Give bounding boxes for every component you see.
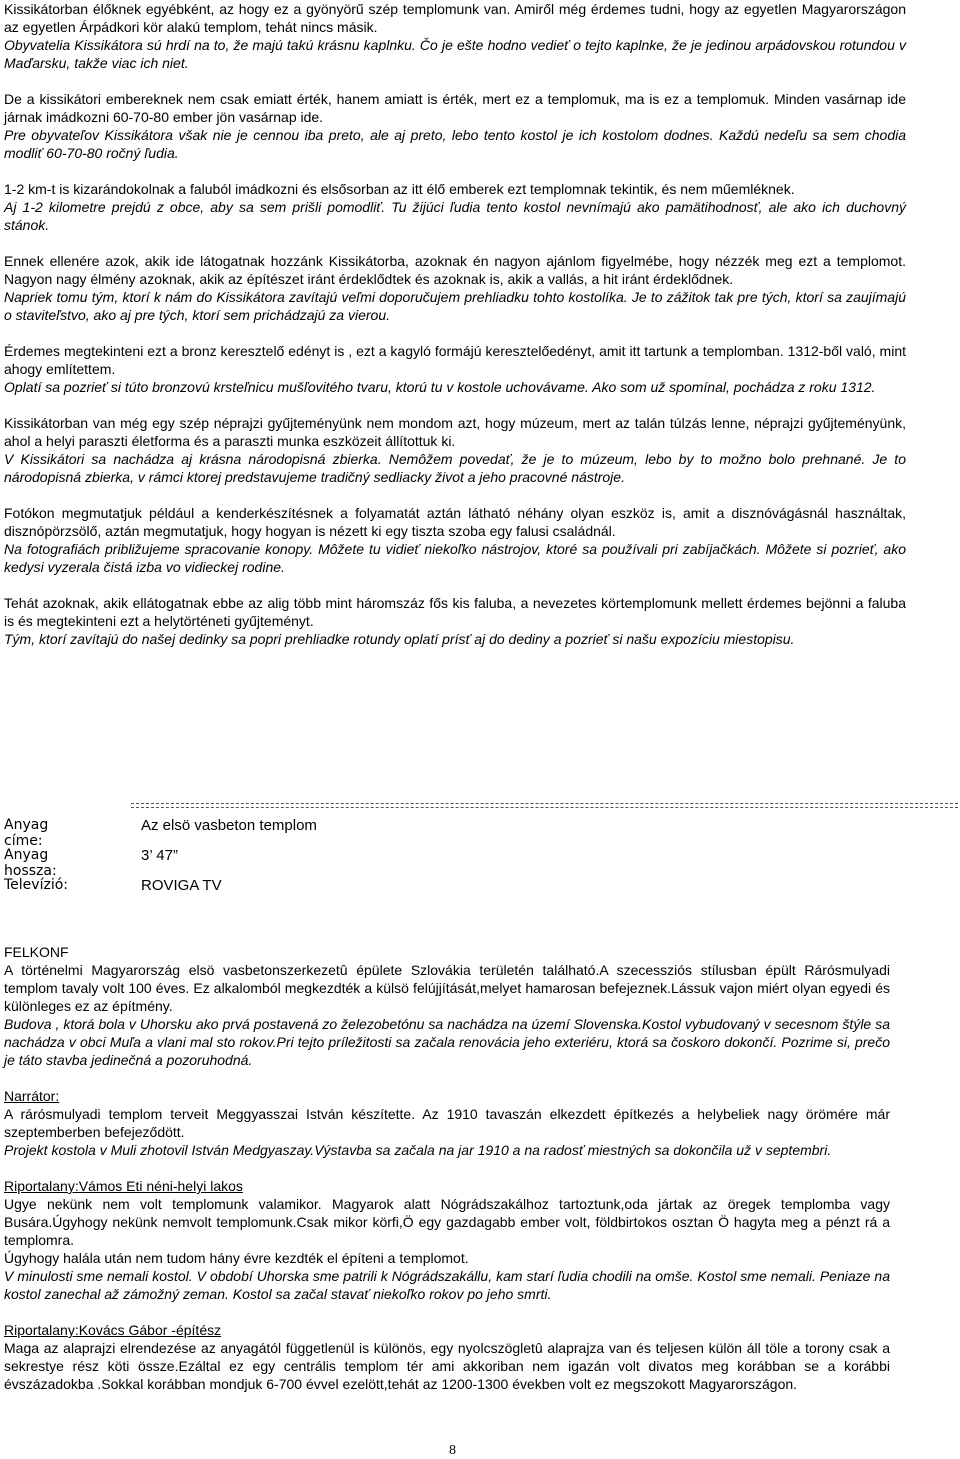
paragraph-6-hu: Kissikátorban van még egy szép néprajzi gyűjteményünk nem mondom azt, hogy múzeum, mert az talán túlzás lenne, néprajzi gyűjteményünk, ahol a helyi paraszti életforma és a paraszti munka eszközeit állítottuk ki.	[4, 415, 906, 449]
divider-rule	[131, 807, 958, 808]
felkonf-heading: FELKONF	[4, 944, 69, 960]
interviewee-1-sk: V minulosti sme nemali kostol. V období Uhorska sme patrili k Nógrádszakállu, kam starí ľudia chodili na omše. Kostol sme nemali. Peniaze na kostol zanechal až zámožný zeman. Kostol sa začal stavať niekoľko rokov po jeho smrti.	[4, 1268, 890, 1302]
paragraph-1-hu: Kissikátorban élőknek egyébként, az hogy ez a gyönyörű szép templomunk van. Amiről még érdemes tudni, hogy az egyetlen Magyarországon az egyetlen Árpádkori kör alakú templom, tehát nincs másik.	[4, 1, 906, 35]
felkonf-sk: Budova , ktorá bola v Uhorsku ako prvá postavená zo železobetónu sa nachádza na území Slovenska.Kostol vybudovaný v secesnom štýle sa nachádza v obci Muľa a vlani mal sto rokov.Pri tejto príležitosti sa začala renovácia jeho exteriéru, ktorá sa čoskoro dokončí. Pozrime si, prečo je táto stavba jedinečná a pozoruhodná.	[4, 1016, 890, 1068]
paragraph-8-hu: Tehát azoknak, akik ellátogatnak ebbe az alig több mint háromszáz fős kis faluba, a nevezetes körtemplomunk mellett érdemes bejönni a faluba is és megtekinteni ezt a helytörténeti gyűjteményt.	[4, 595, 906, 629]
narrator-heading: Narrátor:	[4, 1088, 60, 1104]
interviewee-2-heading: Riportalany:Kovács Gábor -építész	[4, 1322, 222, 1338]
divider-rule	[131, 803, 958, 804]
interviewee-1-heading: Riportalany:Vámos Eti néni-helyi lakos	[4, 1178, 243, 1194]
paragraph-4-hu: Ennek ellenére azok, akik ide látogatnak hozzánk Kissikátorba, azoknak én nagyon ajánlom figyelmébe, hogy nézzék meg ezt a templomot. Nagyon nagy élmény azoknak, akik az építészet iránt érdeklődtek és azoknak is, akik a vallás, a hit iránt érdeklődnek.	[4, 253, 906, 287]
paragraph-7-hu: Fotókon megmutatjuk például a kenderkészítésnek a folyamatát aztán látható néhány olyan eszköz is, amit a disznóvágásnál használtak, disznópörzsölő, aztán megmutatjuk, hogy hogyan is nézett ki egy tiszta szoba egy falusi családnál.	[4, 505, 906, 539]
narrator-sk: Projekt kostola v Muli zhotovil István Medgyaszay.Výstavba sa začala na jar 1910 a na radosť miestných sa dokončila už v septembri.	[4, 1142, 832, 1158]
paragraph-2-hu: De a kissikátori embereknek nem csak emiatt érték, hanem amiatt is érték, mert ez a templomuk, ma is ez a templomuk. Minden vasárnap ide járnak imádkozni 60-70-80 ember jön vasárnap ide.	[4, 91, 906, 125]
felkonf-hu: A történelmi Magyarország elsö vasbetonszerkezetû épülete Szlovákia területén található.A szecessziós stílusban épült Rárósmulyadi templom tavaly volt 100 éves. Ez alkalomból megkezdték a külsö felújjítását,melyet hamarosan befejeznek.Lássuk vajon miért olyan egyedi és különleges ez az építmény.	[4, 962, 890, 1014]
interviewee-1-hu-2: Úgyhogy halála után nem tudom hány évre kezdték el építeni a templomot.	[4, 1250, 469, 1266]
paragraph-1-sk: Obyvatelia Kissikátora sú hrdí na to, že majú takú krásnu kaplnku. Čo je ešte hodno vedieť o tejto kaplnke, že je jedinou arpádovskou rotundou v Maďarsku, takže viac ich niet.	[4, 37, 906, 71]
page-number: 8	[449, 1443, 456, 1458]
interviewee-2-hu: Maga az alaprajzi elrendezése az anyagától függetlenül is különös, egy nyolcszögletû alaprajza van és teljesen külön áll töle a torony csak a sekrestye rész köti össze.Ezáltal ez egy centrális templom tér ami akkoriban nem igazán volt divatos meg korábban se a korábbi évszázadokba .Sokkal korábban mondjuk 6-700 évvel ezelött,tehát az 1200-1300 években volt ez megszokott Magyarországon.	[4, 1340, 890, 1392]
paragraph-6-sk: V Kissikátori sa nachádza aj krásna národopisná zbierka. Nemôžem povedať, že je to múzeum, lebo by to možno bolo prehnané. Je to národopisná zbierka, v rámci ktorej predstavujeme tradičný sedliacky život a jeho pracovné nástroje.	[4, 451, 906, 485]
material-title-value: Az elsö vasbeton templom	[141, 817, 317, 834]
main-text-lower	[4, 943, 890, 1393]
material-length-label: Anyag hossza:	[4, 847, 57, 879]
paragraph-3-sk: Aj 1-2 kilometre prejdú z obce, aby sa sem prišli pomodliť. Tu žijúci ľudia tento kostol nevnímajú ako pamätihodnosť, ale ako ich duchovný stánok.	[4, 199, 906, 233]
paragraph-5-sk: Oplatí sa pozrieť si túto bronzovú krsteľnicu mušľovitého tvaru, ktorú tu v kostole uchovávame. Ako som už spomínal, pochádza z roku 1312.	[4, 379, 876, 395]
paragraph-8-sk: Tým, ktorí zavítajú do našej dedinky sa popri prehliadke rotundy oplatí prísť aj do dediny a pozrieť si našu expozíciu miestopisu.	[4, 631, 795, 647]
material-length-value: 3’ 47”	[141, 847, 178, 864]
paragraph-4-sk: Napriek tomu tým, ktorí k nám do Kissikátora zavítajú veľmi doporučujem prehliadku tohto kostolíka. Je to zážitok tak pre tých, ktorí sa zaujímajú o staviteľstvo, ako aj pre tých, ktorí sem prichádzajú za vierou.	[4, 289, 906, 323]
material-title-label: Anyag címe:	[4, 817, 49, 849]
paragraph-3-hu: 1-2 km-t is kizarándokolnak a faluból imádkozni és elsősorban az itt élő emberek ezt templomnak tekintik, és nem műemléknek.	[4, 181, 795, 197]
main-text-upper	[4, 0, 906, 648]
paragraph-5-hu: Érdemes megtekinteni ezt a bronz keresztelő edényt is , ezt a kagyló formájú keresztelőedényt, amit itt tartunk a templomban. 1312-ből való, mint ahogy említettem.	[4, 343, 906, 377]
paragraph-7-sk: Na fotografiách približujeme spracovanie konopy. Môžete tu vidieť niekoľko nástrojov, ktoré sa používali pri zabíjačkách. Môžete si pozrieť, ako kedysi vyzerala čistá izba vo vidieckej rodine.	[4, 541, 906, 575]
television-value: ROVIGA TV	[141, 877, 222, 894]
paragraph-2-sk: Pre obyvateľov Kissikátora však nie je cennou iba preto, ale aj preto, lebo tento kostol je ich kostolom dodnes. Každú nedeľu sa sem chodia modliť 60-70-80 ročný ľudia.	[4, 127, 906, 161]
narrator-hu: A rárósmulyadi templom terveit Meggyasszai István készítette. Az 1910 tavaszán elkezdett építkezés a helybeliek nagy örömére már szeptemberben befejeződött.	[4, 1106, 890, 1140]
interviewee-1-hu: Ugye nekünk nem volt templomunk valamikor. Magyarok alatt Nógrádszakálhoz tartoztunk,oda jártak az öregek templomba vagy Busára.Úgyhogy nekünk nemvolt templomunk.Csak mikor körfi,Ö egy gazdagabb ember volt, földbirtokos osztan Ö hagyta meg a pénzt rá a templomra.	[4, 1196, 890, 1248]
television-label: Televízió:	[4, 877, 68, 893]
